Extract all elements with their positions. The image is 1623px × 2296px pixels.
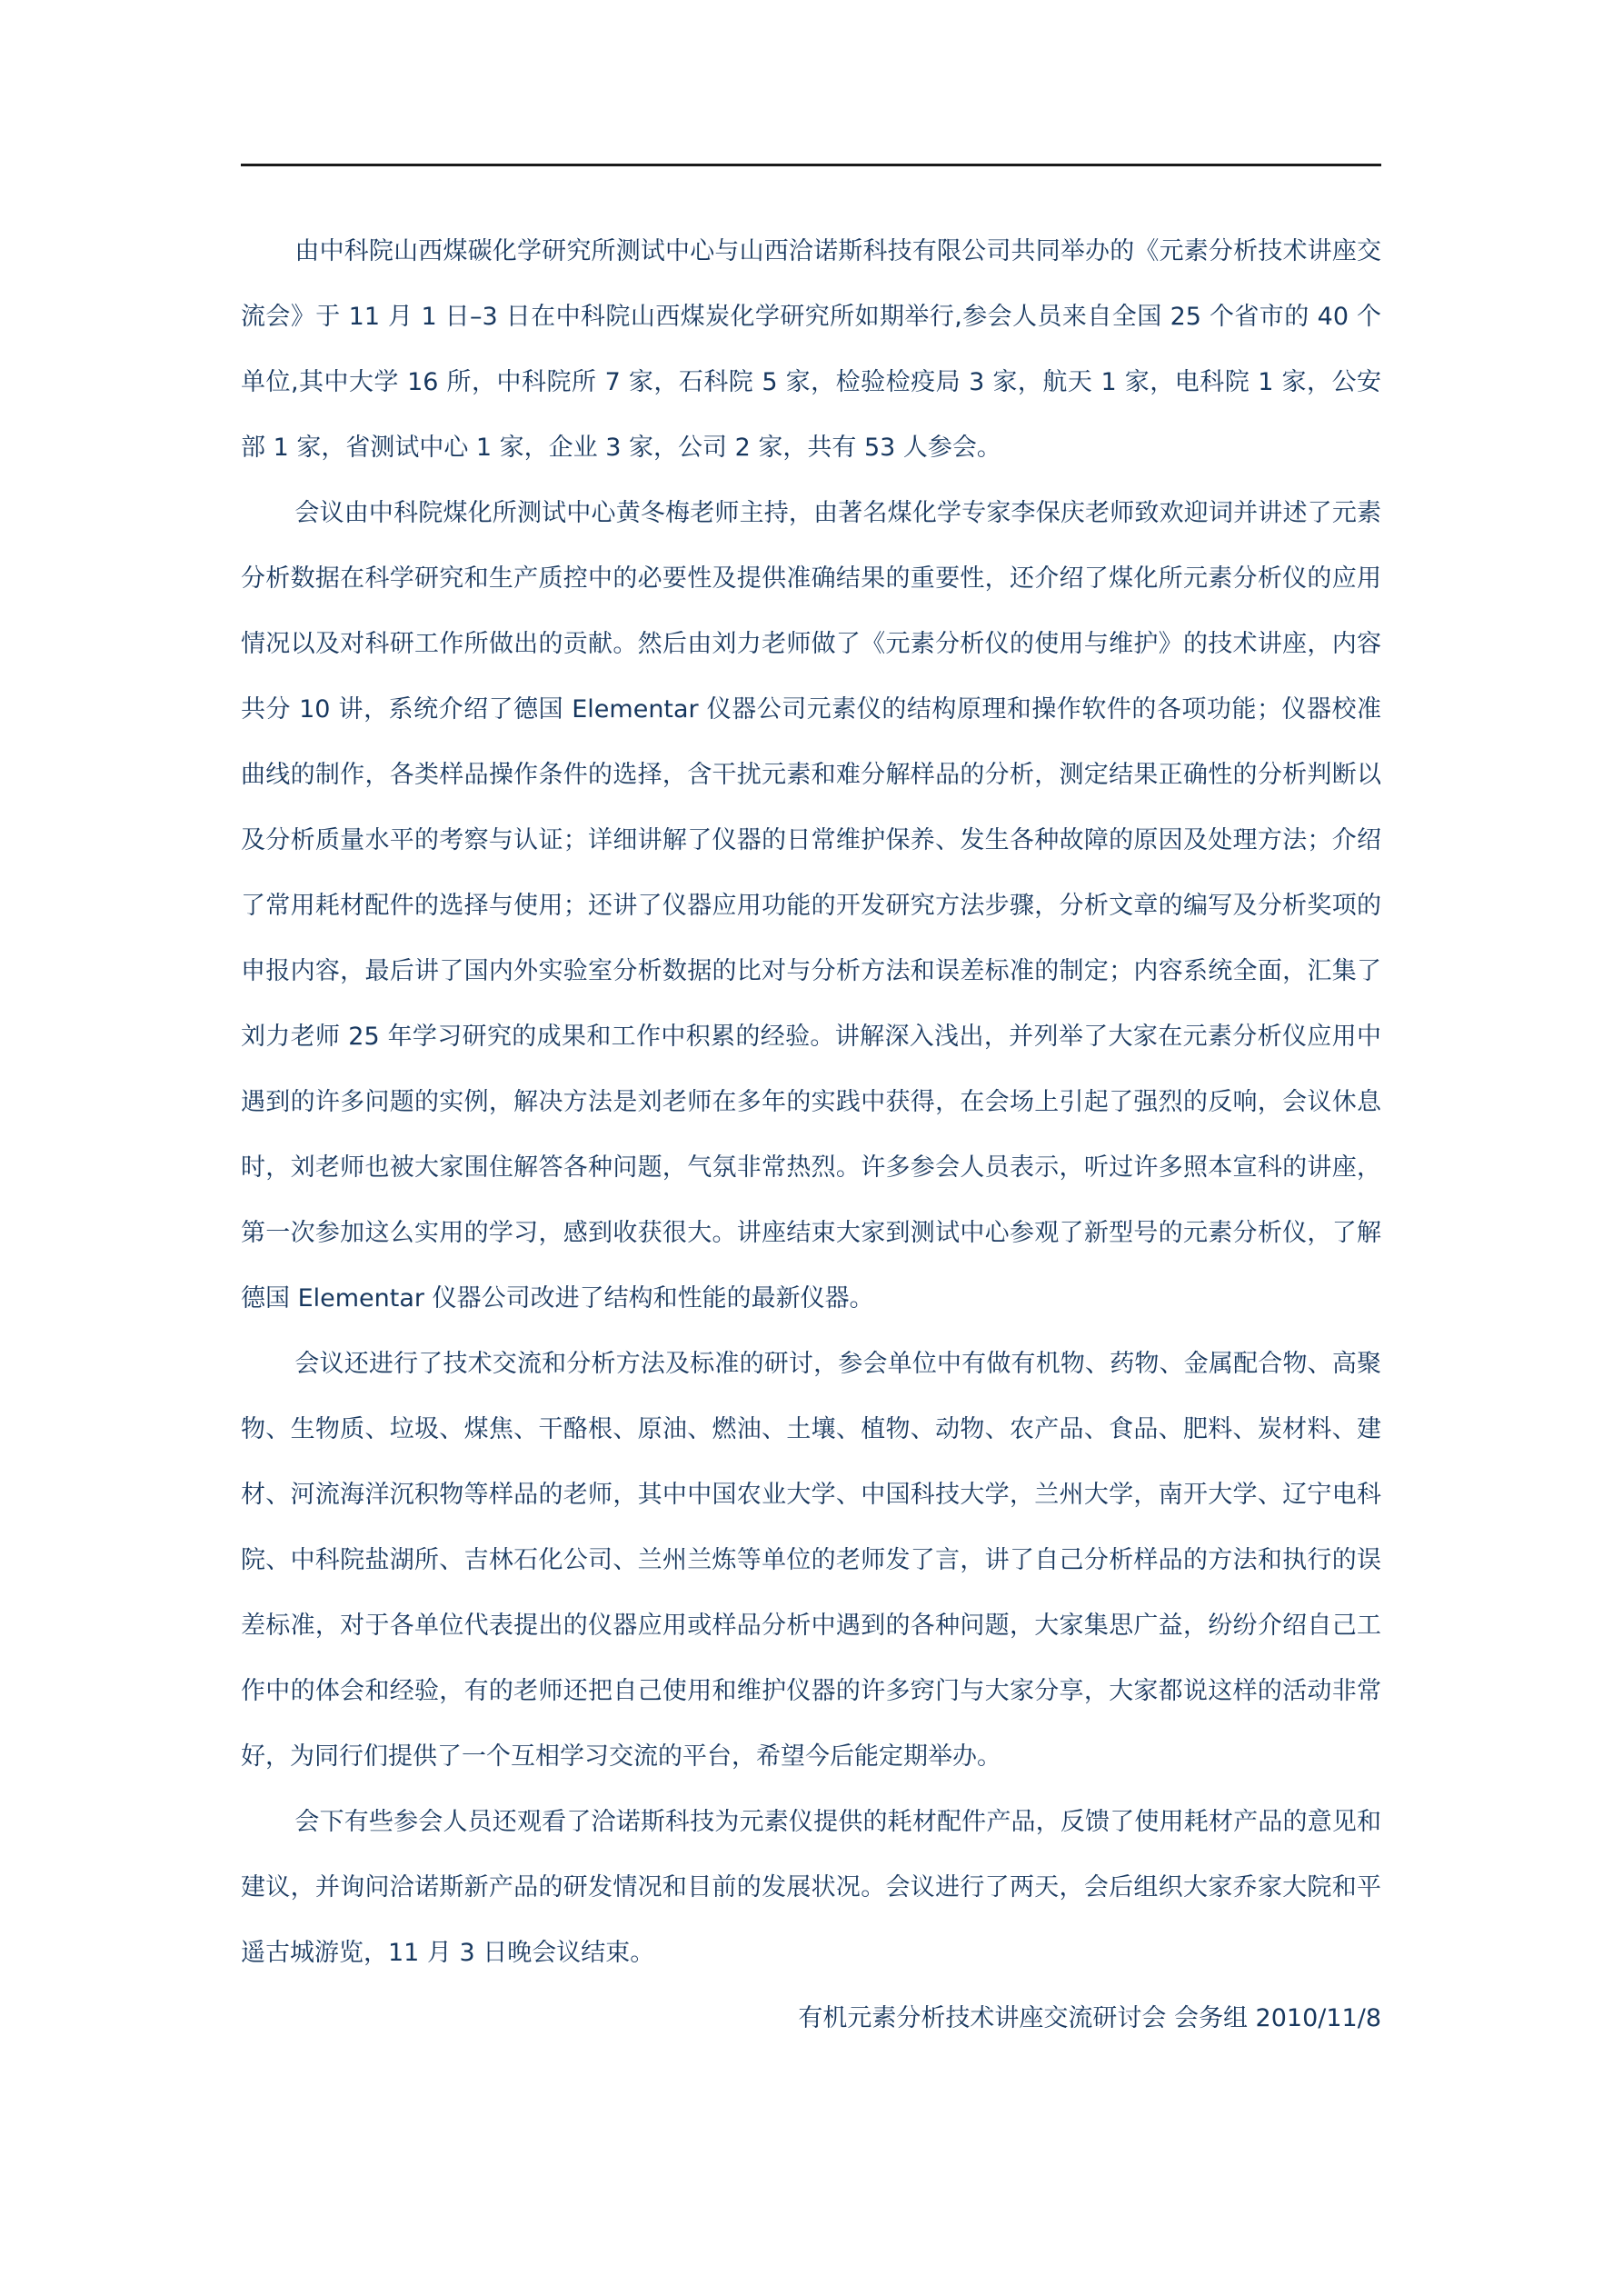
paragraph-technical-exchange: 会议还进行了技术交流和分析方法及标准的研讨，参会单位中有做有机物、药物、金属配合物、高聚物、生物质、垃圾、煤焦、干酪根、原油、燃油、土壤、植物、动物、农产品、食品、肥料、炭材料、建材、河流海洋沉积物等样品的老师，其中中国农业大学、中国科技大学，兰州大学，南开大学、辽宁电科院、中科院盐湖所、吉林石化公司、兰州兰炼等单位的老师发了言，讲了自己分析样品的方法和执行的误差标准，对于各单位代表提出的仪器应用或样品分析中遇到的各种问题，大家集思广益，纷纷介绍自己工作中的体会和经验，有的老师还把自己使用和维护仪器的许多窍门与大家分享，大家都说这样的活动非常好，为同行们提供了一个互相学习交流的平台，希望今后能定期举办。 <box>241 1350 1381 1771</box>
signature-line: 有机元素分析技术讲座交流研讨会 会务组 2010/11/8 <box>798 2004 1381 2032</box>
paragraph-lecture-details: 会议由中科院煤化所测试中心黄冬梅老师主持，由著名煤化学专家李保庆老师致欢迎词并讲述了元素分析数据在科学研究和生产质控中的必要性及提供准确结果的重要性，还介绍了煤化所元素分析仪的应用情况以及对科研工作所做出的贡献。然后由刘力老师做了《元素分析仪的使用与维护》的技术讲座，内容共分 10 讲，系统介绍了德国 Elementar 仪器公司元素仪的结构原理和操作软件的各项功能；仪器校准曲线的制作，各类样品操作条件的选择，含干扰元素和难分解样品的分析，测定结果正确性的分析判断以及分析质量水平的考察与认证；详细讲解了仪器的日常维护保养、发生各种故障的原因及处理方法；介绍了常用耗材配件的选择与使用；还讲了仪器应用功能的开发研究方法步骤，分析文章的编写及分析奖项的申报内容，最后讲了国内外实验室分析数据的比对与分析方法和误差标准的制定；内容系统全面，汇集了刘力老师 25 年学习研究的成果和工作中积累的经验。讲解深入浅出，并列举了大家在元素分析仪应用中遇到的许多问题的实例，解决方法是刘老师在多年的实践中获得，在会场上引起了强烈的反响，会议休息时，刘老师也被大家围住解答各种问题，气氛非常热烈。许多参会人员表示，听过许多照本宣科的讲座，第一次参加这么实用的学习，感到收获很大。讲座结束大家到测试中心参观了新型号的元素分析仪，了解德国 Elementar 仪器公司改进了结构和性能的最新仪器。 <box>241 499 1381 1313</box>
paragraph-overview: 由中科院山西煤碳化学研究所测试中心与山西洽诺斯科技有限公司共同举办的《元素分析技术讲座交流会》于 11 月 1 日–3 日在中科院山西煤炭化学研究所如期举行,参会人员来自全国 25 个省市的 40 个单位,其中大学 16 所，中科院所 7 家，石科院 5 家，检验检疫局 3 家，航天 1 家，电科院 1 家，公安部 1 家，省测试中心 1 家，企业 3 家，公司 2 家，共有 53 人参会。 <box>241 237 1381 462</box>
paragraph-closing: 会下有些参会人员还观看了洽诺斯科技为元素仪提供的耗材配件产品，反馈了使用耗材产品的意见和建议，并询问洽诺斯新产品的研发情况和目前的发展状况。会议进行了两天，会后组织大家乔家大院和平遥古城游览，11 月 3 日晚会议结束。 <box>241 1808 1381 1967</box>
document-body <box>241 166 1381 2051</box>
